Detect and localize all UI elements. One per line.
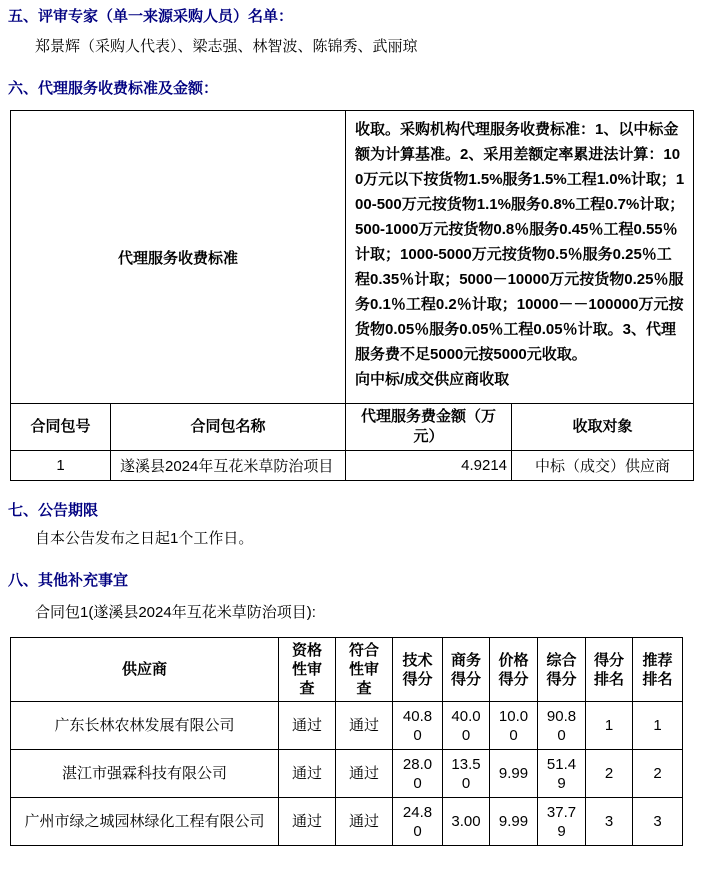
fee-amount-cell: 4.9214 [346,451,512,481]
recommend-rank-cell: 1 [633,702,683,750]
fee-standard-row [11,111,694,404]
recommend-rank-cell: 3 [633,798,683,846]
table-row [11,702,683,750]
header-price-score: 价格得分 [490,638,538,702]
business-score-cell: 40.00 [443,702,490,750]
fee-table-header-row [11,404,694,451]
supplier-name-cell: 湛江市强霖科技有限公司 [11,750,279,798]
total-score-cell: 51.49 [538,750,586,798]
header-technical-score: 技术得分 [393,638,443,702]
package1-label: 合同包1(遂溪县2024年互花米草防治项目): [35,604,316,621]
section5-heading: 五、评审专家（单一来源采购人员）名单： [8,8,294,25]
score-rank-cell: 2 [586,750,633,798]
fee-standard-note: 向中标/成交供应商收取 [355,371,510,388]
section7-heading: 七、公告期限 [8,502,99,519]
business-score-cell: 13.50 [443,750,490,798]
qualification-review-cell: 通过 [279,798,336,846]
header-total-score: 综合得分 [538,638,586,702]
price-score-cell: 9.99 [490,750,538,798]
header-fee-amount: 代理服务费金额（万元） [346,404,512,451]
recommend-rank-cell: 2 [633,750,683,798]
score-table-header-row [11,638,683,702]
package-name-cell: 遂溪县2024年互花米草防治项目 [111,451,346,481]
expert-names-line: 郑景辉（采购人代表）、梁志强、林智波、陈锦秀、武丽琼 [35,38,418,55]
header-qualification-review: 资格性审查 [279,638,336,702]
fee-standard-table [10,110,694,481]
charge-target-cell: 中标（成交）供应商 [512,451,694,481]
total-score-cell: 90.80 [538,702,586,750]
score-rank-cell: 3 [586,798,633,846]
price-score-cell: 10.00 [490,702,538,750]
qualification-review-cell: 通过 [279,702,336,750]
header-charge-target: 收取对象 [512,404,694,451]
header-recommend-rank: 推荐排名 [633,638,683,702]
price-score-cell: 9.99 [490,798,538,846]
technical-score-cell: 24.80 [393,798,443,846]
table-row [11,750,683,798]
section6-heading: 六、代理服务收费标准及金额： [8,80,219,97]
fee-standard-text: 收取。采购机构代理服务收费标准：1、以中标金额为计算基准。2、采用差额定率累进法计算：100万元以下按货物1.5%服务1.5%工程1.0%计取；100-500万元按货物1.1%服务0.8%工程0.7%计取；500-1000万元按货物0.8％服务0.45％工程0.55％计取；1000-5000万元按货物0.5％服务0.25％工程0.35％计取；5000－10000万元按货物0.25％服务0.1％工程0.2％计取；10000－－100000万元按货物0.05％服务0.05％工程0.05％计取。3、代理服务费不足5000元按5000元收取。 [355,121,685,363]
header-score-rank: 得分排名 [586,638,633,702]
evaluation-score-table [10,637,683,846]
header-conformity-review: 符合性审查 [336,638,393,702]
conformity-review-cell: 通过 [336,702,393,750]
header-package-no: 合同包号 [11,404,111,451]
supplier-name-cell: 广东长林农林发展有限公司 [11,702,279,750]
fee-standard-label-cell: 代理服务收费标准 [11,111,346,404]
header-supplier: 供应商 [11,638,279,702]
total-score-cell: 37.79 [538,798,586,846]
qualification-review-cell: 通过 [279,750,336,798]
header-business-score: 商务得分 [443,638,490,702]
technical-score-cell: 28.00 [393,750,443,798]
supplier-name-cell: 广州市绿之城园林绿化工程有限公司 [11,798,279,846]
conformity-review-cell: 通过 [336,798,393,846]
header-package-name: 合同包名称 [111,404,346,451]
conformity-review-cell: 通过 [336,750,393,798]
procurement-announcement-document [0,8,701,846]
technical-score-cell: 40.80 [393,702,443,750]
business-score-cell: 3.00 [443,798,490,846]
announcement-period-text: 自本公告发布之日起1个工作日。 [35,530,254,547]
section8-heading: 八、其他补充事宜 [8,572,129,589]
score-rank-cell: 1 [586,702,633,750]
fee-standard-text-cell [346,111,694,404]
fee-table-row [11,451,694,481]
package-no-cell: 1 [11,451,111,481]
table-row [11,798,683,846]
